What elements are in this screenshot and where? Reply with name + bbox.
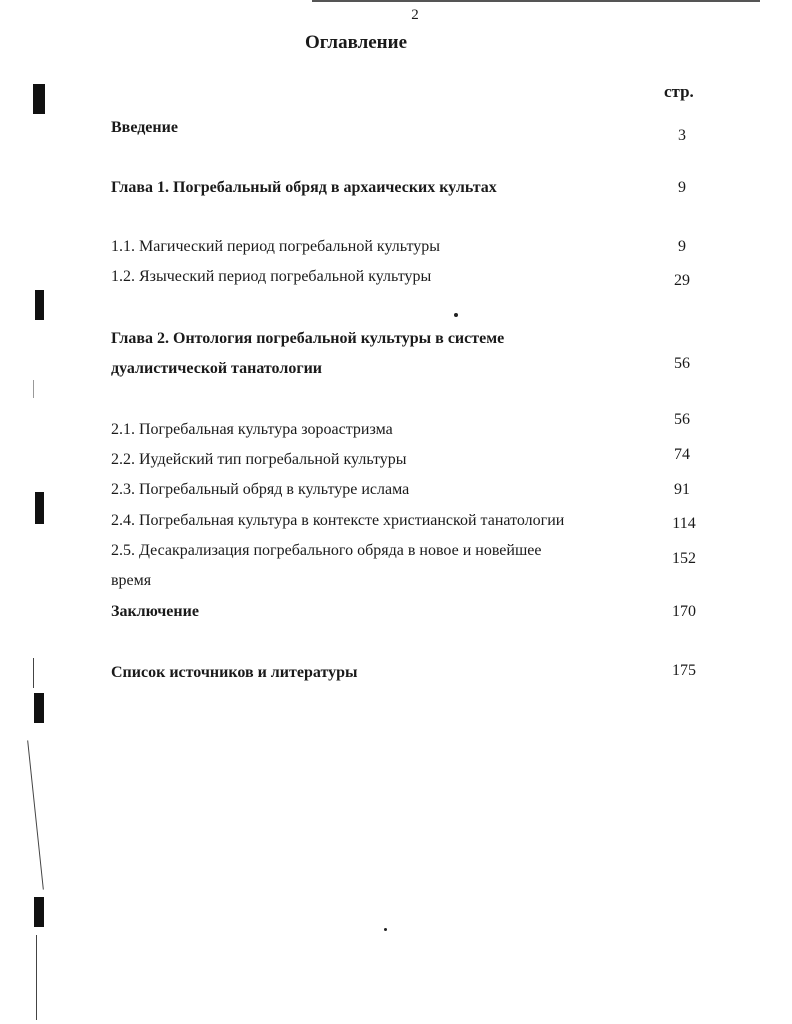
toc-entry-bibliography: Список источников и литературы [111, 664, 358, 681]
scan-speck [384, 928, 387, 931]
page-title: Оглавление [304, 32, 408, 53]
scan-mark [35, 290, 44, 320]
scan-line [27, 740, 44, 889]
scan-line [36, 935, 37, 1020]
toc-entry-2-5-line2: время [111, 572, 152, 589]
toc-page-bibliography: 175 [672, 662, 696, 679]
toc-entry-introduction: Введение [111, 119, 178, 136]
toc-page-conclusion: 170 [672, 603, 696, 620]
scan-mark [34, 693, 44, 723]
scan-mark [33, 84, 45, 114]
toc-entry-2-2: 2.2. Иудейский тип погребальной культуры [111, 451, 407, 468]
scan-line [33, 658, 34, 688]
toc-page-2-2: 74 [674, 446, 690, 463]
scan-mark [34, 897, 44, 927]
top-rule [312, 0, 760, 2]
toc-entry-2-4: 2.4. Погребальная культура в контексте христианской танатологии [111, 512, 565, 529]
toc-entry-chapter-2-line2: дуалистической танатологии [111, 360, 323, 377]
toc-page-2-3: 91 [674, 481, 690, 498]
scan-mark [35, 492, 44, 524]
toc-page-chapter-2: 56 [674, 355, 690, 372]
page-column-label: стр. [664, 82, 694, 101]
toc-page-introduction: 3 [678, 127, 686, 144]
scan-line [33, 380, 34, 398]
toc-page-2-5: 152 [672, 550, 696, 567]
toc-page-2-4: 114 [672, 515, 696, 532]
toc-entry-1-2: 1.2. Языческий период погребальной культуры [111, 268, 432, 285]
scan-speck [454, 313, 458, 317]
toc-entry-2-5: 2.5. Десакрализация погребального обряда в новое и новейшее [111, 542, 542, 559]
toc-page-2-1: 56 [674, 411, 690, 428]
toc-entry-2-1: 2.1. Погребальная культура зороастризма [111, 421, 393, 438]
toc-entry-conclusion: Заключение [111, 603, 199, 620]
toc-page-1-2: 29 [674, 272, 690, 289]
toc-page-1-1: 9 [678, 238, 686, 255]
toc-entry-chapter-2: Глава 2. Онтология погребальной культуры в системе [111, 330, 505, 347]
page-number: 2 [411, 7, 419, 23]
toc-entry-1-1: 1.1. Магический период погребальной культуры [111, 238, 440, 255]
toc-entry-2-3: 2.3. Погребальный обряд в культуре ислама [111, 481, 410, 498]
toc-page-chapter-1: 9 [678, 179, 686, 196]
toc-entry-chapter-1: Глава 1. Погребальный обряд в архаических культах [111, 179, 497, 196]
